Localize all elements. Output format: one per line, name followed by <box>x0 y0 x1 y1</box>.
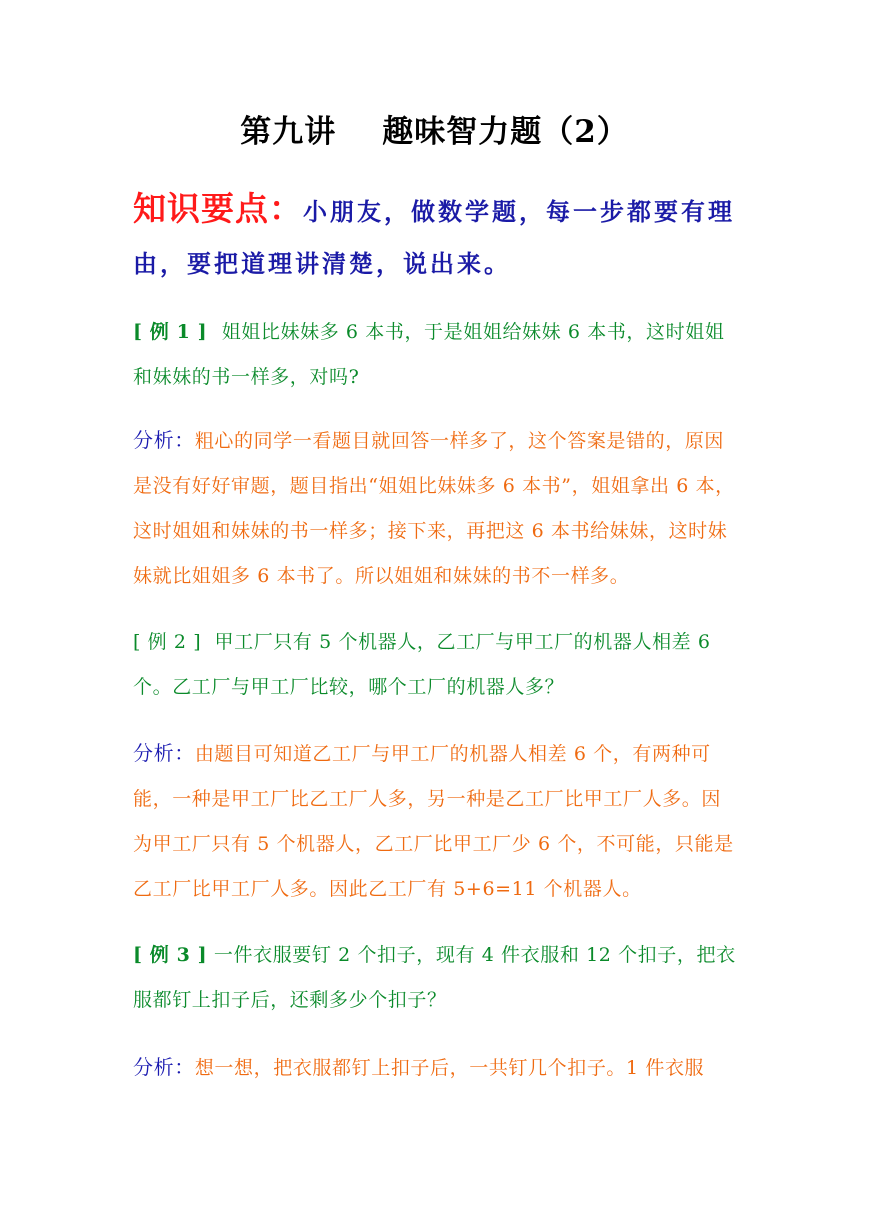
example-3-question <box>133 933 739 1023</box>
example-1-question <box>133 310 739 400</box>
example-2-tag: [ 例 2 ] <box>133 631 202 653</box>
example-1-tag: [ 例 1 ] <box>133 321 208 343</box>
example-3-analysis-label: 分析： <box>133 1055 195 1079</box>
example-3-analysis-text: 想一想，把衣服都钉上扣子后，一共钉几个扣子。1 件衣服 <box>194 1057 705 1079</box>
example-2-analysis <box>133 731 739 912</box>
example-2-analysis-text: 由题目可知道乙工厂与甲工厂的机器人相差 6 个，有两种可能，一种是甲工厂比乙工厂人多，另一种是乙工厂比甲工厂人多。因为甲工厂只有 5 个机器人，乙工厂比甲工厂少 6 个，不可能，只能是乙工厂比甲工厂人多。因此乙工厂有 5+6=11 个机器人。 <box>133 743 734 900</box>
example-2-question <box>133 620 739 710</box>
example-1-analysis-text: 粗心的同学一看题目就回答一样多了，这个答案是错的，原因是没有好好审题，题目指出“姐姐比妹妹多 6 本书”，姐姐拿出 6 本，这时姐姐和妹妹的书一样多；接下来，再把这 6 本书给妹妹，这时妹妹就比姐姐多 6 本书了。所以姐姐和妹妹的书不一样多。 <box>133 430 735 587</box>
lecture-topic: 趣味智力题（2） <box>382 114 629 150</box>
example-3-analysis <box>133 1045 739 1091</box>
example-2-analysis-label: 分析： <box>133 741 195 765</box>
example-1-analysis <box>133 418 739 599</box>
example-3-tag: [ 例 3 ] <box>133 944 208 966</box>
page-title <box>0 106 869 151</box>
knowledge-text: 小朋友，做数学题，每一步都要有理由，要把道理讲清楚，说出来。 <box>133 197 735 278</box>
knowledge-points <box>133 183 743 290</box>
example-1-text: 姐姐比妹妹多 6 本书，于是姐姐给妹妹 6 本书，这时姐姐和妹妹的书一样多，对吗? <box>133 321 725 388</box>
knowledge-label: 知识要点： <box>133 189 303 228</box>
example-3-text: 一件衣服要钉 2 个扣子，现有 4 件衣服和 12 个扣子，把衣服都钉上扣子后，还剩多少个扣子？ <box>133 944 736 1011</box>
lecture-number: 第九讲 <box>240 114 337 150</box>
example-2-text: 甲工厂只有 5 个机器人，乙工厂与甲工厂的机器人相差 6 个。乙工厂与甲工厂比较，哪个工厂的机器人多？ <box>133 631 711 698</box>
example-1-analysis-label: 分析： <box>133 428 195 452</box>
